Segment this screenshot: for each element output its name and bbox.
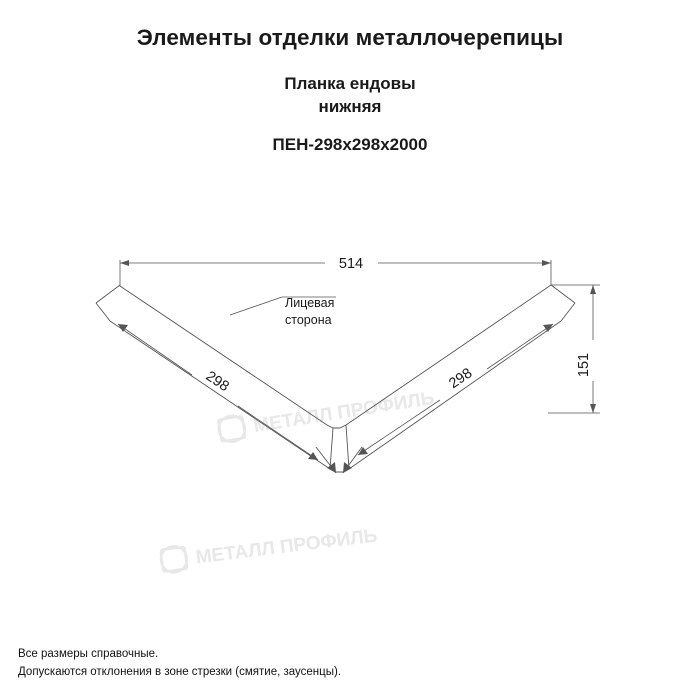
title-block bbox=[0, 24, 700, 155]
drawing-svg bbox=[0, 185, 700, 605]
watermark-bottom bbox=[159, 521, 378, 573]
product-code: ПЕН-298x298x2000 bbox=[272, 134, 428, 154]
product-name-line2: нижняя bbox=[318, 96, 382, 116]
dimension-top-width bbox=[120, 260, 551, 285]
footer-notes bbox=[18, 646, 341, 682]
dimension-label-height: 151 bbox=[576, 352, 592, 378]
dimension-left-leg bbox=[118, 324, 318, 460]
watermark-text: МЕТАЛЛ ПРОФИЛЬ bbox=[252, 387, 436, 438]
technical-drawing bbox=[0, 185, 700, 605]
dimension-label-right-leg: 298 bbox=[446, 365, 476, 393]
footer-line-1: Все размеры справочные. bbox=[18, 648, 159, 661]
profile-outline bbox=[96, 285, 575, 473]
face-label-line2: сторона bbox=[285, 313, 332, 327]
dimension-label-top-width: 514 bbox=[338, 256, 364, 272]
product-name-line1: Планка ендовы bbox=[284, 74, 416, 93]
footer-line-2: Допускаются отклонения в зоне стрезки (смятие, заусенцы). bbox=[18, 666, 342, 679]
watermark-text-2: МЕТАЛЛ ПРОФИЛЬ bbox=[194, 525, 379, 569]
face-label-line1: Лицевая bbox=[285, 296, 335, 310]
dimension-label-left-leg: 298 bbox=[202, 368, 232, 396]
page-title: Элементы отделки металлочерепицы bbox=[136, 25, 564, 50]
